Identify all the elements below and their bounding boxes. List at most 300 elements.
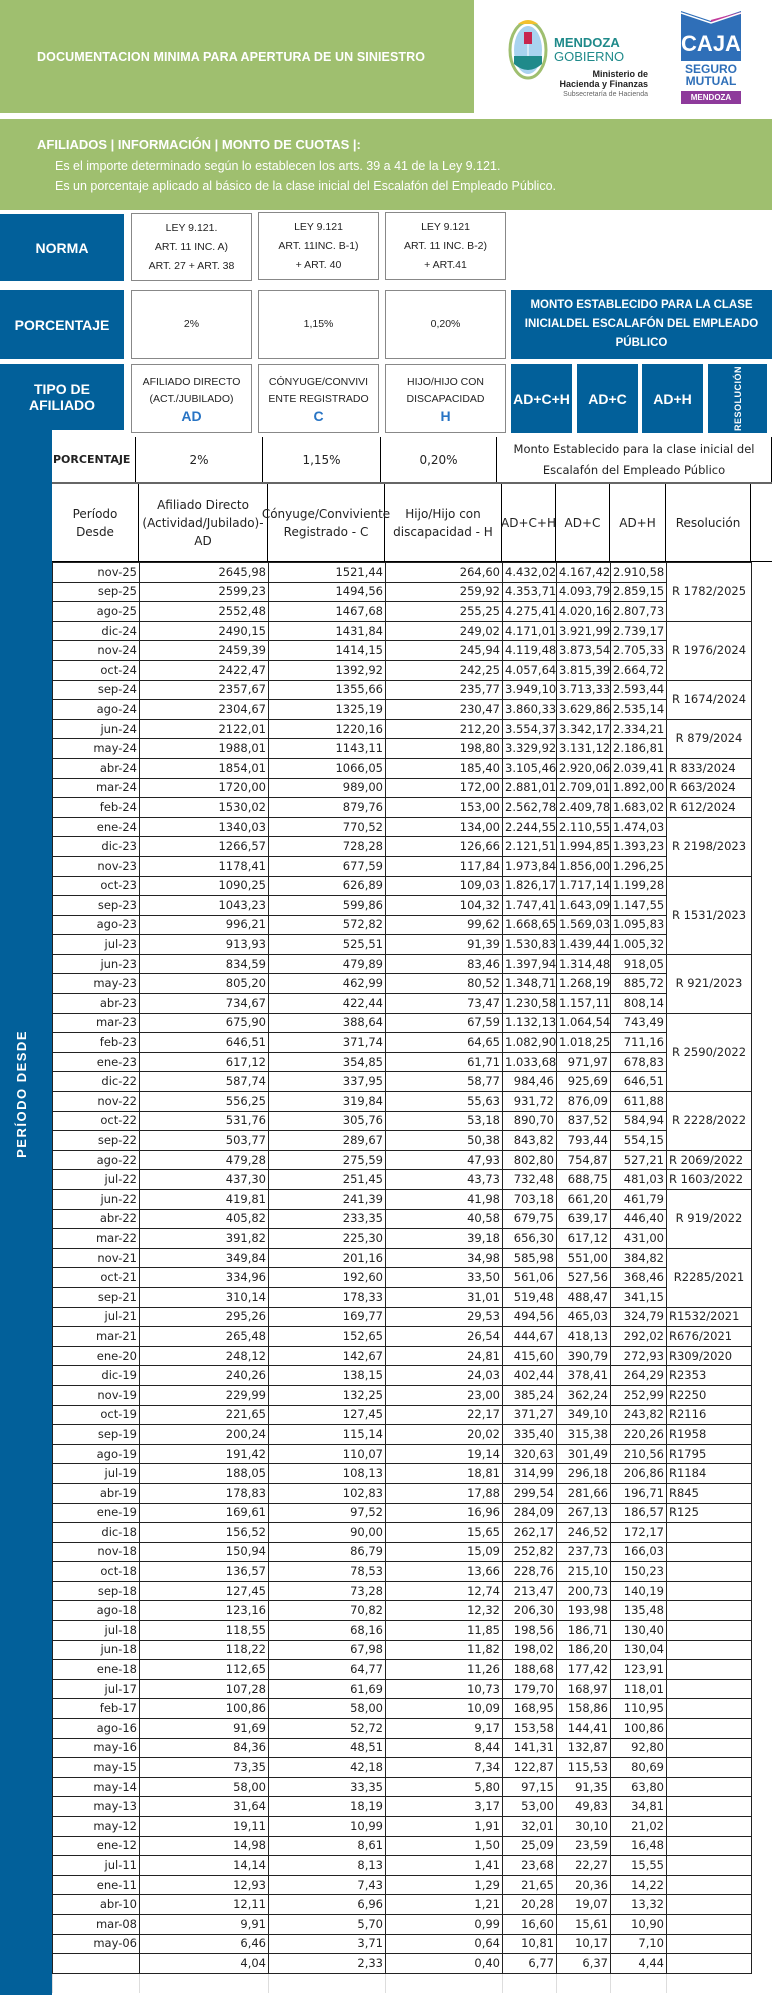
cell-ad: 556,25 <box>140 1092 269 1112</box>
cell-resolucion: R 2069/2022 <box>667 1150 752 1170</box>
cell-ad-c: 4.167,42 <box>557 563 611 583</box>
cell-ad-c: 237,73 <box>557 1542 611 1562</box>
cell-ad-h: 2.593,44 <box>611 680 667 700</box>
cell-ad-c-h: 1.747,41 <box>503 896 557 916</box>
table-row <box>53 1719 752 1739</box>
cell-c: 8,13 <box>269 1856 386 1876</box>
cell-ad-h: 527,21 <box>611 1150 667 1170</box>
cell-periodo: may-23 <box>53 974 140 994</box>
cell-ad: 1988,01 <box>140 739 269 759</box>
cell-periodo: nov-24 <box>53 641 140 661</box>
cell-ad-c-h: 97,15 <box>503 1777 557 1797</box>
cell-ad: 913,93 <box>140 935 269 955</box>
cell-ad-h: 1.892,00 <box>611 778 667 798</box>
table-row <box>53 837 752 857</box>
cell-h: 255,25 <box>386 602 503 622</box>
head-ad-c: AD+C <box>577 364 638 433</box>
cell-resolucion-empty <box>667 1856 752 1876</box>
cell-ad-c: 296,18 <box>557 1464 611 1484</box>
cell-resolucion: R1184 <box>667 1464 752 1484</box>
cell-resolucion-empty <box>667 1601 752 1621</box>
cell-c: 241,39 <box>269 1190 386 1210</box>
table-row <box>53 876 752 896</box>
cell-c: 138,15 <box>269 1366 386 1386</box>
table-row <box>53 1072 752 1092</box>
cell-resolucion-empty <box>667 1640 752 1660</box>
cell-ad-h: 584,94 <box>611 1111 667 1131</box>
table-row <box>53 1621 752 1641</box>
cell-ad-h: 711,16 <box>611 1033 667 1053</box>
cell-ad-c-h: 585,98 <box>503 1248 557 1268</box>
cell-ad-c: 551,00 <box>557 1248 611 1268</box>
cell-resolucion-empty <box>667 1875 752 1895</box>
cell-periodo: ago-16 <box>53 1719 140 1739</box>
table-row <box>53 954 752 974</box>
cell-c: 233,35 <box>269 1209 386 1229</box>
cell-c: 388,64 <box>269 1013 386 1033</box>
cell-periodo: sep-19 <box>53 1425 140 1445</box>
cell-c: 102,83 <box>269 1483 386 1503</box>
cell-ad-c: 246,52 <box>557 1523 611 1543</box>
cell-ad-c-h: 320,63 <box>503 1444 557 1464</box>
table-row <box>53 1542 752 1562</box>
table-row <box>53 739 752 759</box>
cell-h: 5,80 <box>386 1777 503 1797</box>
info-line-1: Es el importe determinado según lo establecen los arts. 39 a 41 de la Ley 9.121. <box>55 159 501 173</box>
cell-ad-c: 91,35 <box>557 1777 611 1797</box>
cell-blank <box>557 1973 611 1993</box>
cell-resolucion-empty <box>667 1954 752 1974</box>
cell-resolucion-empty <box>667 1542 752 1562</box>
cell-resolucion-empty <box>667 1719 752 1739</box>
table-row <box>53 1523 752 1543</box>
cell-c: 289,67 <box>269 1131 386 1151</box>
cell-ad-c-h: 1.397,94 <box>503 954 557 974</box>
cell-h: 172,00 <box>386 778 503 798</box>
cell-ad: 479,28 <box>140 1150 269 1170</box>
cell-ad-c-h: 1.132,13 <box>503 1013 557 1033</box>
cell-periodo: nov-22 <box>53 1092 140 1112</box>
cell-ad: 1043,23 <box>140 896 269 916</box>
cell-c: 677,59 <box>269 856 386 876</box>
info-heading: AFILIADOS | INFORMACIÓN | MONTO DE CUOTAS |: <box>37 137 361 152</box>
cell-ad-h: 34,81 <box>611 1797 667 1817</box>
cell-ad-c: 378,41 <box>557 1366 611 1386</box>
cell-resolucion: R 1782/2025 <box>667 563 752 622</box>
cell-ad-h: 10,90 <box>611 1914 667 1934</box>
cell-ad: 248,12 <box>140 1346 269 1366</box>
cell-periodo: jul-17 <box>53 1679 140 1699</box>
cell-ad-c: 793,44 <box>557 1131 611 1151</box>
table-row <box>53 1092 752 1112</box>
cell-h: 1,91 <box>386 1817 503 1837</box>
norma-label: NORMA <box>0 214 124 281</box>
cell-periodo: abr-19 <box>53 1483 140 1503</box>
table-row <box>53 719 752 739</box>
cell-ad-c: 390,79 <box>557 1346 611 1366</box>
periodo-desde-label: PERÍODO DESDE <box>14 1030 29 1158</box>
cell-c: 1325,19 <box>269 700 386 720</box>
cell-h: 43,73 <box>386 1170 503 1190</box>
cell-ad-c: 837,52 <box>557 1111 611 1131</box>
cell-resolucion: R 2228/2022 <box>667 1092 752 1151</box>
cell-blank <box>667 1973 752 1993</box>
cell-ad-c: 144,41 <box>557 1719 611 1739</box>
table-row-blank <box>53 1973 752 1993</box>
cell-periodo: ene-20 <box>53 1346 140 1366</box>
cell-ad-h: 196,71 <box>611 1483 667 1503</box>
table-row <box>53 1601 752 1621</box>
cell-ad-c: 527,56 <box>557 1268 611 1288</box>
cell-ad: 19,11 <box>140 1817 269 1837</box>
table-row <box>53 1875 752 1895</box>
cell-h: 1,21 <box>386 1895 503 1915</box>
cell-ad: 58,00 <box>140 1777 269 1797</box>
cell-ad-h: 100,86 <box>611 1719 667 1739</box>
cell-ad-c-h: 656,30 <box>503 1229 557 1249</box>
cell-ad-h: 341,15 <box>611 1287 667 1307</box>
cell-h: 9,17 <box>386 1719 503 1739</box>
periodo-sidebar <box>0 430 52 1995</box>
cell-ad: 834,59 <box>140 954 269 974</box>
cell-ad-c: 19,07 <box>557 1895 611 1915</box>
cell-ad-h: 63,80 <box>611 1777 667 1797</box>
cell-c: 201,16 <box>269 1248 386 1268</box>
cell-ad: 334,96 <box>140 1268 269 1288</box>
cell-ad: 2490,15 <box>140 621 269 641</box>
cell-ad-c: 1.157,11 <box>557 994 611 1014</box>
table-row <box>53 1248 752 1268</box>
cell-ad-c-h: 16,60 <box>503 1914 557 1934</box>
cell-ad-c: 158,86 <box>557 1699 611 1719</box>
cell-ad: 805,20 <box>140 974 269 994</box>
cell-ad: 1854,01 <box>140 758 269 778</box>
cell-ad-h: 678,83 <box>611 1052 667 1072</box>
cell-ad: 617,12 <box>140 1052 269 1072</box>
table-pct-c: 1,15% <box>263 437 381 482</box>
cell-resolucion: R309/2020 <box>667 1346 752 1366</box>
cell-periodo: may-15 <box>53 1758 140 1778</box>
cell-c: 1355,66 <box>269 680 386 700</box>
cell-resolucion-empty <box>667 1817 752 1837</box>
cell-ad-h: 2.334,21 <box>611 719 667 739</box>
cell-resolucion-empty <box>667 1738 752 1758</box>
cell-ad-c-h: 679,75 <box>503 1209 557 1229</box>
cell-periodo: abr-10 <box>53 1895 140 1915</box>
cell-ad-h: 885,72 <box>611 974 667 994</box>
cell-periodo: ago-18 <box>53 1601 140 1621</box>
cell-resolucion: R 1603/2022 <box>667 1170 752 1190</box>
col-ad-c: AD+C <box>556 484 610 561</box>
cell-ad-h: 1.095,83 <box>611 915 667 935</box>
cell-periodo: ene-24 <box>53 817 140 837</box>
cell-h: 34,98 <box>386 1248 503 1268</box>
tipo-box-c: CÓNYUGE/CONVIVI ENTE REGISTRADO C <box>258 364 379 433</box>
cell-resolucion-empty <box>667 1914 752 1934</box>
cell-ad-c: 971,97 <box>557 1052 611 1072</box>
table-row <box>53 1914 752 1934</box>
top-banner <box>0 0 474 113</box>
cell-ad-h: 272,93 <box>611 1346 667 1366</box>
cell-ad: 996,21 <box>140 915 269 935</box>
cell-c: 305,76 <box>269 1111 386 1131</box>
cell-ad-h: 368,46 <box>611 1268 667 1288</box>
table-row <box>53 1758 752 1778</box>
cell-ad-h: 808,14 <box>611 994 667 1014</box>
cell-ad-c: 1.569,03 <box>557 915 611 935</box>
cell-ad-c: 1.643,09 <box>557 896 611 916</box>
col-h: Hijo/Hijo con discapacidad - H <box>385 484 502 561</box>
cell-ad-c: 186,20 <box>557 1640 611 1660</box>
table-row <box>53 1268 752 1288</box>
cell-c: 97,52 <box>269 1503 386 1523</box>
cell-ad-c-h: 228,76 <box>503 1562 557 1582</box>
cell-resolucion: R 919/2022 <box>667 1190 752 1249</box>
info-line-2: Es un porcentaje aplicado al básico de la clase inicial del Escalafón del Empleado Público. <box>55 179 557 193</box>
cell-ad: 229,99 <box>140 1385 269 1405</box>
cell-h: 230,47 <box>386 700 503 720</box>
cell-blank <box>140 1973 269 1993</box>
col-resolucion: Resolución <box>666 484 751 561</box>
cell-resolucion: R 2198/2023 <box>667 817 752 876</box>
cell-ad-h: 646,51 <box>611 1072 667 1092</box>
cell-ad: 191,42 <box>140 1444 269 1464</box>
cell-h: 55,63 <box>386 1092 503 1112</box>
cell-ad: 6,46 <box>140 1934 269 1954</box>
cell-c: 64,77 <box>269 1660 386 1680</box>
cell-ad-c: 6,37 <box>557 1954 611 1974</box>
table-row <box>53 1209 752 1229</box>
cell-ad-h: 1.296,25 <box>611 856 667 876</box>
cell-h: 61,71 <box>386 1052 503 1072</box>
cell-ad-h: 210,56 <box>611 1444 667 1464</box>
cell-ad-c: 23,59 <box>557 1836 611 1856</box>
cell-ad-c: 200,73 <box>557 1581 611 1601</box>
cell-resolucion: R1958 <box>667 1425 752 1445</box>
cell-periodo: nov-19 <box>53 1385 140 1405</box>
table-row <box>53 817 752 837</box>
cell-ad-h: 15,55 <box>611 1856 667 1876</box>
cell-ad-c: 925,69 <box>557 1072 611 1092</box>
cell-c: 110,07 <box>269 1444 386 1464</box>
info-banner <box>0 119 772 210</box>
cell-periodo: nov-25 <box>53 563 140 583</box>
table-row <box>53 1287 752 1307</box>
cell-ad-c-h: 314,99 <box>503 1464 557 1484</box>
cell-ad: 646,51 <box>140 1033 269 1053</box>
table-row <box>53 1817 752 1837</box>
cell-ad-c-h: 284,09 <box>503 1503 557 1523</box>
cell-ad-c: 362,24 <box>557 1385 611 1405</box>
table-row <box>53 856 752 876</box>
cell-resolucion-empty <box>667 1621 752 1641</box>
table-row <box>53 1190 752 1210</box>
table-row <box>53 915 752 935</box>
porcentaje-label: PORCENTAJE <box>0 290 124 359</box>
cell-ad: 9,91 <box>140 1914 269 1934</box>
cell-c: 78,53 <box>269 1562 386 1582</box>
cell-ad-c-h: 179,70 <box>503 1679 557 1699</box>
porcentaje-box-h: 0,20% <box>385 290 506 359</box>
cell-c: 770,52 <box>269 817 386 837</box>
cell-h: 1,41 <box>386 1856 503 1876</box>
cell-ad-c: 20,36 <box>557 1875 611 1895</box>
cell-c: 525,51 <box>269 935 386 955</box>
cell-c: 275,59 <box>269 1150 386 1170</box>
cell-ad-c-h: 4.275,41 <box>503 602 557 622</box>
cell-h: 15,09 <box>386 1542 503 1562</box>
tipo-afiliado-label: TIPO DE AFILIADO <box>0 364 124 430</box>
cell-periodo: sep-18 <box>53 1581 140 1601</box>
cell-ad: 2459,39 <box>140 641 269 661</box>
cell-h: 264,60 <box>386 563 503 583</box>
col-c: Cónyuge/Conviviente Registrado - C <box>268 484 385 561</box>
cell-blank <box>53 1973 140 1993</box>
table-row <box>53 641 752 661</box>
cell-c: 115,14 <box>269 1425 386 1445</box>
cell-periodo: jun-24 <box>53 719 140 739</box>
cell-ad-c-h: 1.530,83 <box>503 935 557 955</box>
table-row <box>53 1405 752 1425</box>
cell-ad: 14,14 <box>140 1856 269 1876</box>
cell-ad-c: 15,61 <box>557 1914 611 1934</box>
table-row <box>53 700 752 720</box>
cell-ad: 531,76 <box>140 1111 269 1131</box>
cell-ad-h: 2.910,58 <box>611 563 667 583</box>
cell-ad-c-h: 3.554,37 <box>503 719 557 739</box>
table-row <box>53 1640 752 1660</box>
cell-ad-h: 243,82 <box>611 1405 667 1425</box>
table-row <box>53 974 752 994</box>
cell-c: 989,00 <box>269 778 386 798</box>
cell-h: 22,17 <box>386 1405 503 1425</box>
cell-ad-h: 80,69 <box>611 1758 667 1778</box>
cell-c: 728,28 <box>269 837 386 857</box>
cell-ad: 2122,01 <box>140 719 269 739</box>
cell-c: 73,28 <box>269 1581 386 1601</box>
cell-c: 108,13 <box>269 1464 386 1484</box>
cell-c: 371,74 <box>269 1033 386 1053</box>
cell-ad-c-h: 385,24 <box>503 1385 557 1405</box>
cell-periodo: ago-23 <box>53 915 140 935</box>
cell-h: 83,46 <box>386 954 503 974</box>
cell-ad-c: 688,75 <box>557 1170 611 1190</box>
cell-ad-c-h: 206,30 <box>503 1601 557 1621</box>
cell-ad: 391,82 <box>140 1229 269 1249</box>
cell-resolucion: R 612/2024 <box>667 798 752 818</box>
cell-ad-c-h: 213,47 <box>503 1581 557 1601</box>
cell-ad-c: 465,03 <box>557 1307 611 1327</box>
cell-blank <box>386 1973 503 1993</box>
cell-periodo: feb-24 <box>53 798 140 818</box>
cell-ad-c: 488,47 <box>557 1287 611 1307</box>
col-ad-c-h: AD+C+H <box>502 484 556 561</box>
cell-ad: 503,77 <box>140 1131 269 1151</box>
table-row <box>53 1954 752 1974</box>
cell-resolucion-empty <box>667 1660 752 1680</box>
cell-ad-c-h: 371,27 <box>503 1405 557 1425</box>
cell-blank <box>503 1973 557 1993</box>
cell-ad-h: 2.186,81 <box>611 739 667 759</box>
table-row <box>53 1699 752 1719</box>
cell-c: 169,77 <box>269 1307 386 1327</box>
cell-ad-c: 3.873,54 <box>557 641 611 661</box>
cell-ad: 437,30 <box>140 1170 269 1190</box>
cell-h: 0,64 <box>386 1934 503 1954</box>
cell-ad-c-h: 20,28 <box>503 1895 557 1915</box>
cell-periodo: ago-22 <box>53 1150 140 1170</box>
cell-periodo: nov-23 <box>53 856 140 876</box>
cell-ad-c-h: 168,95 <box>503 1699 557 1719</box>
cell-ad-h: 2.859,15 <box>611 582 667 602</box>
cell-c: 68,16 <box>269 1621 386 1641</box>
cell-ad-c: 301,49 <box>557 1444 611 1464</box>
cell-c: 142,67 <box>269 1346 386 1366</box>
cell-resolucion: R 921/2023 <box>667 954 752 1013</box>
cell-ad: 2552,48 <box>140 602 269 622</box>
cell-periodo: jul-21 <box>53 1307 140 1327</box>
cell-c: 337,95 <box>269 1072 386 1092</box>
table-row <box>53 621 752 641</box>
cell-periodo: dic-24 <box>53 621 140 641</box>
cell-ad-h: 1.199,28 <box>611 876 667 896</box>
cell-periodo: jul-11 <box>53 1856 140 1876</box>
cell-ad-c-h: 122,87 <box>503 1758 557 1778</box>
cell-ad-h: 7,10 <box>611 1934 667 1954</box>
cell-h: 0,40 <box>386 1954 503 1974</box>
cell-periodo: may-16 <box>53 1738 140 1758</box>
data-table <box>52 562 752 1993</box>
cell-periodo: jun-22 <box>53 1190 140 1210</box>
table-row <box>53 1444 752 1464</box>
table-header-row <box>52 484 772 562</box>
cell-ad: 31,64 <box>140 1797 269 1817</box>
cell-c: 152,65 <box>269 1327 386 1347</box>
cell-ad-c: 1.064,54 <box>557 1013 611 1033</box>
cell-h: 91,39 <box>386 935 503 955</box>
cell-c: 599,86 <box>269 896 386 916</box>
cell-h: 242,25 <box>386 660 503 680</box>
norma-box-c: LEY 9.121 ART. 11INC. B-1) + ART. 40 <box>258 212 379 280</box>
cell-c: 1220,16 <box>269 719 386 739</box>
cell-c: 2,33 <box>269 1954 386 1974</box>
cell-periodo: ago-19 <box>53 1444 140 1464</box>
cell-periodo: mar-08 <box>53 1914 140 1934</box>
cell-ad: 675,90 <box>140 1013 269 1033</box>
cell-h: 10,09 <box>386 1699 503 1719</box>
cell-ad-c: 3.131,12 <box>557 739 611 759</box>
cell-ad-c: 876,09 <box>557 1092 611 1112</box>
cell-ad-h: 1.393,23 <box>611 837 667 857</box>
cell-ad-c-h: 335,40 <box>503 1425 557 1445</box>
cell-c: 10,99 <box>269 1817 386 1837</box>
cell-resolucion-empty <box>667 1562 752 1582</box>
cell-h: 33,50 <box>386 1268 503 1288</box>
cell-ad: 156,52 <box>140 1523 269 1543</box>
cell-periodo: jun-23 <box>53 954 140 974</box>
head-ad-c-h: AD+C+H <box>511 364 572 433</box>
table-row <box>53 1679 752 1699</box>
cell-ad-c-h: 4.353,71 <box>503 582 557 602</box>
table-row <box>53 758 752 778</box>
cell-periodo: sep-22 <box>53 1131 140 1151</box>
cell-ad-c-h: 299,54 <box>503 1483 557 1503</box>
cell-c: 178,33 <box>269 1287 386 1307</box>
cell-ad-h: 2.807,73 <box>611 602 667 622</box>
cell-ad-h: 135,48 <box>611 1601 667 1621</box>
table-row <box>53 778 752 798</box>
cell-c: 61,69 <box>269 1679 386 1699</box>
